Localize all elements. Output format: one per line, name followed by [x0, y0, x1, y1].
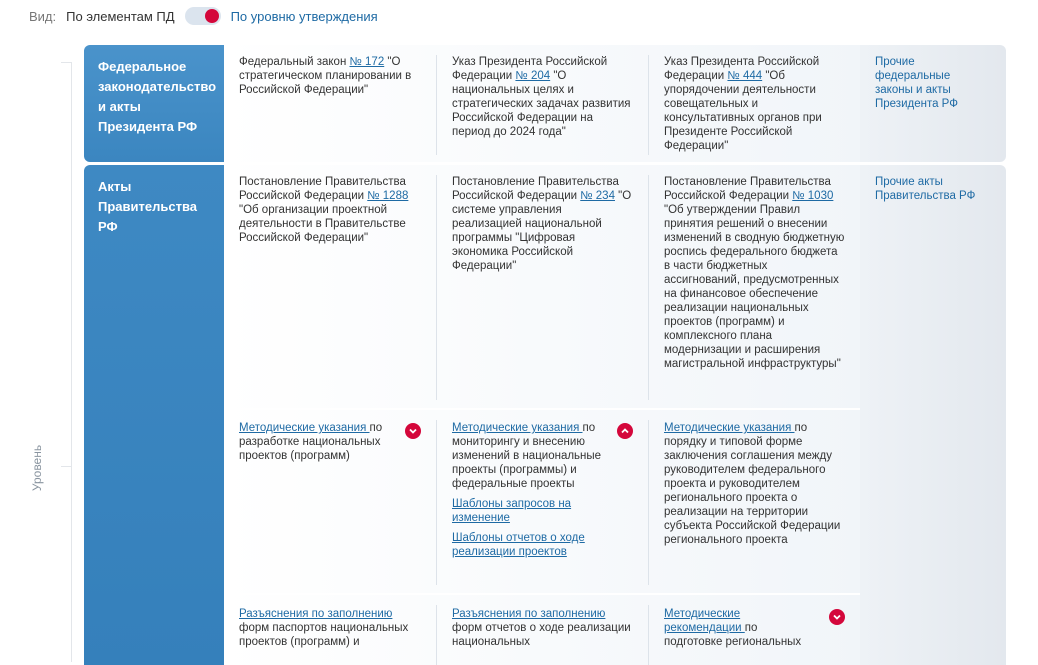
explanation-link[interactable]: Разъяснения по заполнению	[452, 608, 606, 620]
view-label: Вид:	[29, 8, 57, 24]
guideline-development: Методические указания по разработке национальных проектов (программ)	[239, 422, 383, 462]
level-government-acts: Акты Правительства РФ	[84, 165, 224, 665]
view-option-by-elements[interactable]: По элементам ПД	[66, 8, 175, 24]
level-axis-tick	[61, 466, 71, 467]
level-federal-laws: Федеральное законодательство и акты Президента РФ	[84, 45, 224, 162]
doc-decree-204: Указ Президента Российской Федерации № 204 "О национальных целях и стратегических задачах развития Российской Федерации на период до 2024 года"	[452, 56, 631, 138]
guideline-link[interactable]: Методические указания	[452, 422, 583, 434]
doc-decree-444: Указ Президента Российской Федерации № 444 "Об упорядочении деятельности совещательных и консультативных органов при Президенте Российской Федерации"	[664, 56, 822, 152]
templates-progress-reports-link[interactable]: Шаблоны отчетов о ходе реализации проектов	[452, 532, 585, 558]
doc-resolution-1288: Постановление Правительства Российской Федерации № 1288 "Об организации проектной деятельности в Правительстве Российской Федерации"	[239, 176, 409, 244]
doc-link[interactable]: № 444	[727, 70, 763, 82]
view-switcher	[29, 6, 378, 26]
doc-link[interactable]: № 1030	[792, 190, 834, 202]
guideline-monitoring: Методические указания по мониторингу и внесению изменений в национальные проекты (программы) и федеральные проекты Шаблоны запросов на изменение Шаблоны отчетов о ходе реализации проектов	[452, 421, 617, 559]
doc-federal-law-172: Федеральный закон № 172 "О стратегическом планировании в Российской Федерации"	[239, 56, 412, 96]
guideline-link[interactable]: Методические указания	[239, 422, 370, 434]
level-axis-line	[71, 62, 72, 662]
level-axis-tick	[61, 62, 71, 63]
doc-link[interactable]: № 1288	[367, 190, 409, 202]
guideline-link[interactable]: Методические указания	[664, 422, 795, 434]
chevron-down-icon[interactable]	[405, 423, 421, 439]
doc-link[interactable]: № 172	[349, 56, 385, 68]
other-federal-laws-link[interactable]: Прочие федеральные законы и акты Президента РФ	[875, 56, 958, 110]
guideline-agreement: Методические указания по порядку и типовой форме заключения соглашения между руководителем федерального проекта и руководителем регионального проекта о реализации на территории субъекта Российской Федерации регионального проекта	[664, 422, 841, 546]
other-government-acts-link[interactable]: Прочие акты Правительства РФ	[875, 176, 976, 202]
recommendation-link[interactable]: Методические рекомендации	[664, 608, 745, 634]
level-axis-label: Уровень	[30, 444, 44, 492]
doc-resolution-1030: Постановление Правительства Российской Федерации № 1030 "Об утверждении Правил принятия решений о внесении изменений в сводную бюджетную роспись федерального бюджета в части бюджетных ассигнований, предусмотренных на финансовое обеспечение реализации национальных проектов (программ) и комплексного плана модернизации и расширения магистральной инфраструктуры"	[664, 176, 845, 370]
view-option-by-level[interactable]: По уровню утверждения	[230, 8, 378, 24]
templates-change-requests-link[interactable]: Шаблоны запросов на изменение	[452, 498, 572, 524]
explanation-passports: Разъяснения по заполнению форм паспортов национальных проектов (программ) и	[239, 608, 409, 648]
doc-resolution-234: Постановление Правительства Российской Федерации № 234 "О системе управления реализацией национальной программы "Цифровая экономика Российской Федерации"	[452, 176, 632, 272]
explanation-reports: Разъяснения по заполнению форм отчетов о ходе реализации национальных	[452, 608, 631, 648]
chevron-up-icon[interactable]	[617, 423, 633, 439]
doc-link[interactable]: № 204	[515, 70, 551, 82]
doc-link[interactable]: № 234	[580, 190, 615, 202]
recommendations-regional: Методические рекомендации по подготовке региональных	[664, 608, 802, 648]
other-government-column	[860, 165, 1006, 665]
toggle-knob	[205, 9, 219, 23]
explanation-link[interactable]: Разъяснения по заполнению	[239, 608, 393, 620]
view-toggle[interactable]	[185, 7, 221, 25]
chevron-down-icon[interactable]	[829, 609, 845, 625]
